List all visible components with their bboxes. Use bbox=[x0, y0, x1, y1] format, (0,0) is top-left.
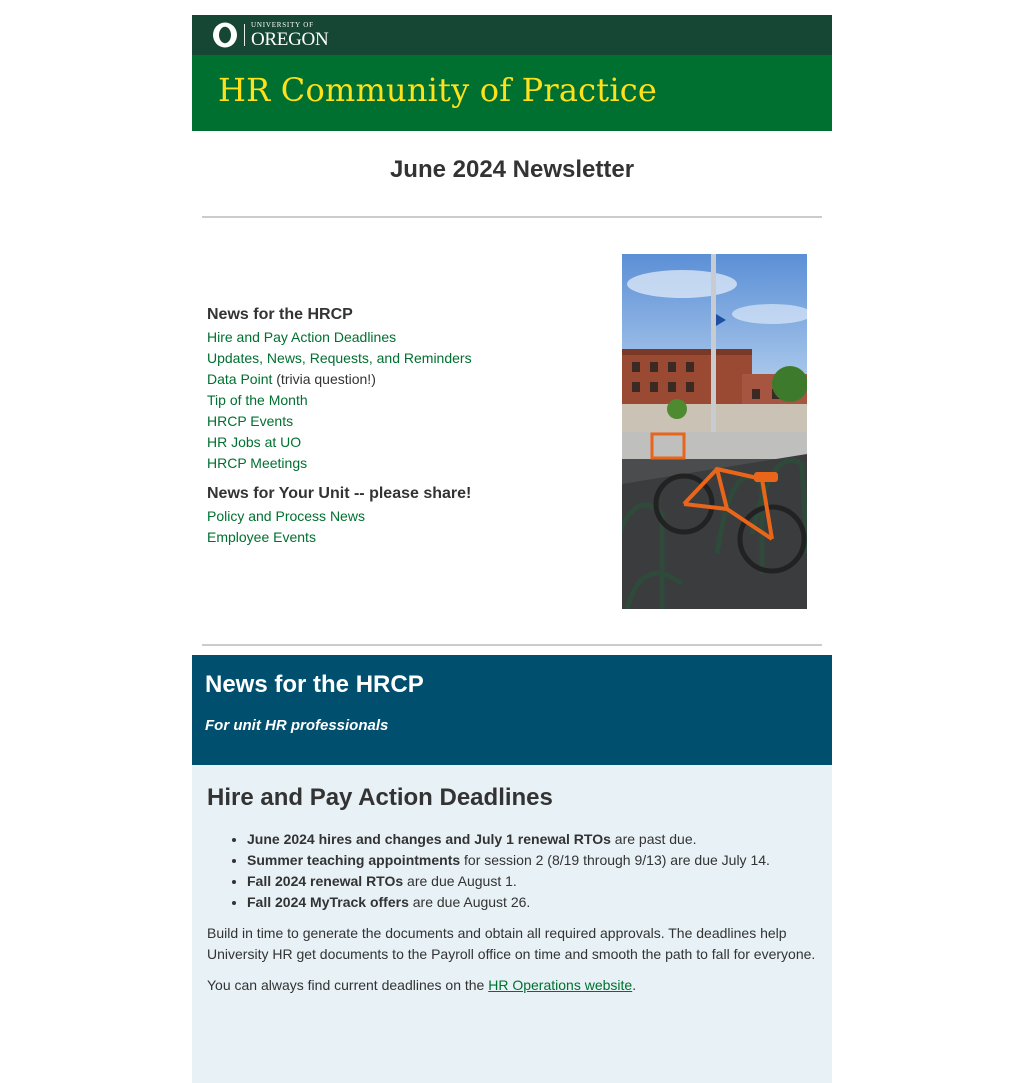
article-paragraph: Build in time to generate the documents and obtain all required approvals. The deadlines help University HR get documents to the Payroll office on time and smooth the path to fall for everyone. bbox=[207, 925, 816, 962]
deadline-text: are past due. bbox=[610, 831, 697, 847]
campus-bike-photo bbox=[622, 254, 807, 609]
issue-title: June 2024 Newsletter bbox=[389, 156, 635, 183]
deadline-bold: June 2024 hires and changes and July 1 renewal RTOs bbox=[247, 831, 611, 847]
deadline-list bbox=[207, 829, 817, 913]
campus-photo-illustration bbox=[622, 254, 807, 609]
toc-link-hrcp-events[interactable]: HRCP Events bbox=[207, 413, 294, 429]
uo-o-icon bbox=[212, 22, 238, 48]
deadline-bold: Fall 2024 renewal RTOs bbox=[247, 873, 404, 889]
toc-link-policy-news[interactable]: Policy and Process News bbox=[207, 508, 365, 524]
toc-link-hire-pay-deadlines[interactable]: Hire and Pay Action Deadlines bbox=[207, 329, 397, 345]
table-of-contents-area bbox=[192, 218, 832, 644]
deadline-text: for session 2 (8/19 through 9/13) are due July 14. bbox=[460, 852, 770, 868]
logo-big-text: OREGON bbox=[251, 28, 329, 50]
logo-wordmark bbox=[251, 22, 328, 49]
toc-link-updates-news[interactable]: Updates, News, Requests, and Reminders bbox=[207, 350, 472, 366]
article-hire-pay-deadlines bbox=[192, 765, 832, 1083]
list-item bbox=[247, 892, 817, 913]
deadline-bold: Fall 2024 MyTrack offers bbox=[247, 894, 409, 910]
logo-small-text: UNIVERSITY OF bbox=[251, 20, 314, 29]
uo-logo[interactable] bbox=[212, 20, 328, 50]
newsletter bbox=[192, 15, 832, 1083]
list-item bbox=[247, 871, 817, 892]
deadline-text: are due August 26. bbox=[408, 894, 531, 910]
top-bar bbox=[192, 15, 832, 55]
section-subtitle: For unit HR professionals bbox=[205, 717, 389, 734]
paragraph-text: You can always find current deadlines on the bbox=[207, 977, 489, 993]
section-header-hrcp bbox=[192, 655, 832, 765]
table-of-contents bbox=[207, 304, 607, 548]
list-item bbox=[247, 829, 817, 850]
toc-data-point-note: (trivia question!) bbox=[276, 371, 376, 387]
toc-link-hr-jobs[interactable]: HR Jobs at UO bbox=[207, 434, 302, 450]
hr-operations-link[interactable]: HR Operations website bbox=[488, 977, 633, 993]
toc-link-employee-events[interactable]: Employee Events bbox=[207, 529, 316, 545]
toc-link-tip-of-month[interactable]: Tip of the Month bbox=[207, 392, 308, 408]
article-paragraph-deadlines bbox=[207, 975, 817, 996]
toc-link-data-point[interactable]: Data Point bbox=[207, 371, 273, 387]
list-item bbox=[247, 850, 817, 871]
logo-divider bbox=[244, 24, 245, 46]
deadline-bold: Summer teaching appointments bbox=[247, 852, 461, 868]
article-title: Hire and Pay Action Deadlines bbox=[207, 784, 553, 811]
toc-item-data-point bbox=[207, 369, 607, 390]
toc-link-hrcp-meetings[interactable]: HRCP Meetings bbox=[207, 455, 308, 471]
banner-title: HR Community of Practice bbox=[218, 71, 658, 109]
section-title: News for the HRCP bbox=[205, 671, 424, 698]
divider bbox=[202, 644, 822, 646]
deadline-text: are due August 1. bbox=[403, 873, 517, 889]
toc-heading-your-unit: News for Your Unit -- please share! bbox=[207, 485, 472, 502]
banner bbox=[192, 55, 832, 131]
paragraph-period: . bbox=[632, 977, 637, 993]
toc-heading-hrcp: News for the HRCP bbox=[207, 306, 353, 323]
